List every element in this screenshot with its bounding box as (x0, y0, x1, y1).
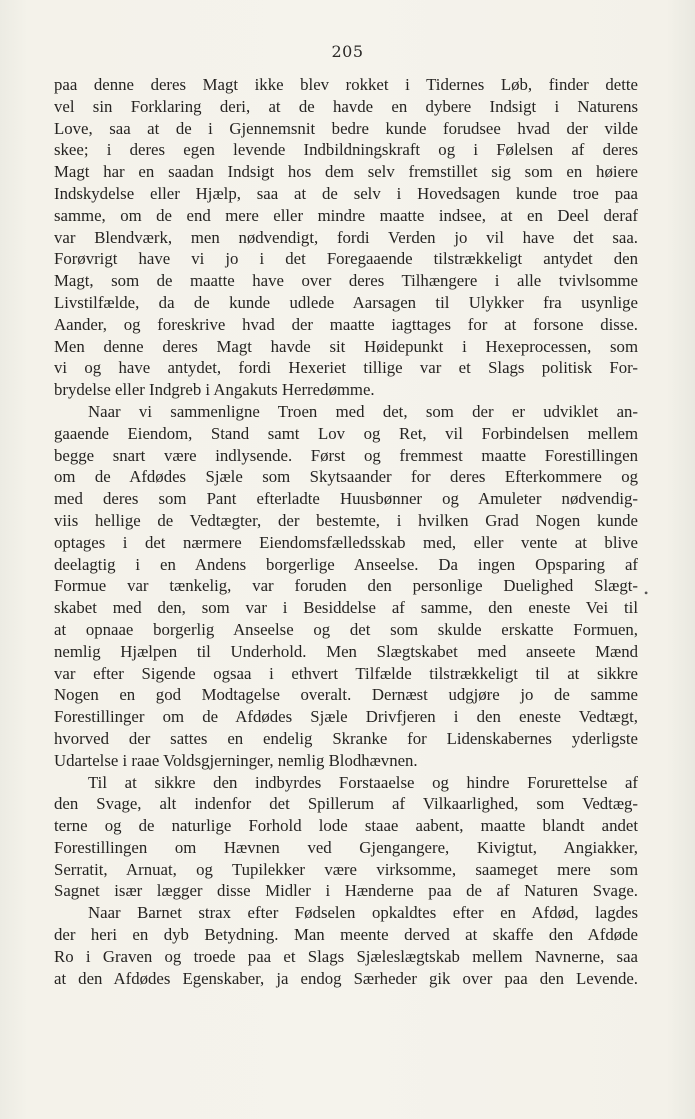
text-line: Serratit, Arnuat, og Tupilekker være virksomme, saameget mere som (54, 859, 638, 879)
text-line: den Svage, alt indenfor det Spillerum af Vilkaarlighed, som Vedtæg- (54, 794, 638, 814)
text-line: Ro i Graven og troede paa et Slags Sjæleslægtskab mellem Navnerne, saa (54, 946, 638, 966)
text-line: var Blendværk, men nødvendigt, fordi Verden jo vil have det saa. (54, 227, 638, 247)
text-line: Magt har en saadan Indsigt hos dem selv fremstillet sig som en høiere (54, 162, 638, 182)
text-line: Naar Barnet strax efter Fødselen opkaldtes efter en Afdød, lagdes (88, 903, 638, 923)
text-line: Naar vi sammenligne Troen med det, som der er udviklet an- (88, 401, 638, 421)
text-line: deelagtig i en Andens borgerlige Anseelse. Da ingen Opsparing af (54, 554, 638, 574)
text-line: Sagnet især lægger disse Midler i Hænderne paa de af Naturen Svage. (54, 881, 638, 901)
text-line: Magt, som de maatte have over deres Tilhængere i alle tvivlsomme (54, 271, 638, 291)
text-line: hvorved der sattes en endelig Skranke for Lidenskabernes yderligste (54, 728, 638, 748)
text-line: Indskydelse eller Hjælp, saa at de selv i Hovedsagen kunde troe paa (54, 183, 638, 203)
text-line: Nogen en god Modtagelse overalt. Dernæst udgjøre jo de samme (54, 685, 638, 705)
text-line: viis hellige de Vedtægter, der bestemte, i hvilken Grad Nogen kunde (54, 510, 638, 530)
text-line: vel sin Forklaring deri, at de havde en dybere Indsigt i Naturens (54, 96, 638, 116)
text-line: Forestillingen om Hævnen ved Gjengangere, Kivigtut, Angiakker, (54, 837, 638, 857)
text-line: der heri en dyb Betydning. Man meente derved at skaffe den Afdøde (54, 925, 638, 945)
body-text (54, 74, 638, 989)
text-line: terne og de naturlige Forhold lode staae aabent, maatte blandt andet (54, 816, 638, 836)
text-line: var efter Sigende ogsaa i ethvert Tilfælde tilstrækkeligt til at sikkre (54, 663, 638, 683)
text-line: Livstilfælde, da de kunde udlede Aarsagen til Ulykker fra usynlige (54, 292, 638, 312)
text-line: med deres som Pant efterladte Huusbønner og Amuleter nødvendig- (54, 489, 638, 509)
text-line: paa denne deres Magt ikke blev rokket i Tidernes Løb, finder dette (54, 75, 638, 94)
text-line: brydelse eller Indgreb i Angakuts Herredømme. (54, 380, 375, 400)
text-line: Forøvrigt have vi jo i det Foregaaende tilstrækkeligt antydet den (54, 249, 638, 269)
text-line: optages i det nærmere Eiendomsfælledsskab med, eller vente at blive (54, 532, 638, 552)
text-line: gaaende Eiendom, Stand samt Lov og Ret, vil Forbindelsen mellem (54, 423, 638, 443)
text-line: skee; i deres egen levende Indbildningskraft og i Følelsen af deres (54, 140, 638, 160)
text-line: Udartelse i raae Voldsgjerninger, nemlig Blodhævnen. (54, 750, 418, 770)
text-line: om de Afdødes Sjæle som Skytsaander for deres Efterkommere og (54, 467, 638, 487)
text-line: vi og have antydet, fordi Hexeriet tillige var et Slags politisk For- (54, 358, 638, 378)
margin-mark: • (644, 586, 649, 600)
text-line: at opnaae borgerlig Anseelse og det som skulde erskatte Formuen, (54, 619, 638, 639)
text-line: begge snart være indlysende. Først og fremmest maatte Forestillingen (54, 445, 638, 465)
text-line: at den Afdødes Egenskaber, ja endog Særheder gik over paa den Levende. (54, 968, 638, 988)
text-line: Aander, og foreskrive hvad der maatte iagttages for at forsone disse. (54, 314, 638, 334)
text-line: Men denne deres Magt havde sit Høidepunkt i Hexeprocessen, som (54, 336, 638, 356)
text-line: nemlig Hjælpen til Underhold. Men Slægtskabet med anseete Mænd (54, 641, 638, 661)
text-line: Forestillinger om de Afdødes Sjæle Drivfjeren i den eneste Vedtægt, (54, 707, 638, 727)
page-number: 205 (331, 42, 364, 61)
text-line: samme, om de end mere eller mindre maatte indsee, at en Deel deraf (54, 205, 638, 225)
text-line: Love, saa at de i Gjennemsnit bedre kunde forudsee hvad der vilde (54, 118, 638, 138)
text-line: Til at sikkre den indbyrdes Forstaaelse og hindre Forurettelse af (88, 772, 638, 792)
text-line: Formue var tænkelig, var foruden den personlige Duelighed Slægt- (54, 576, 638, 596)
text-line: skabet med den, som var i Besiddelse af samme, den eneste Vei til (54, 598, 638, 618)
